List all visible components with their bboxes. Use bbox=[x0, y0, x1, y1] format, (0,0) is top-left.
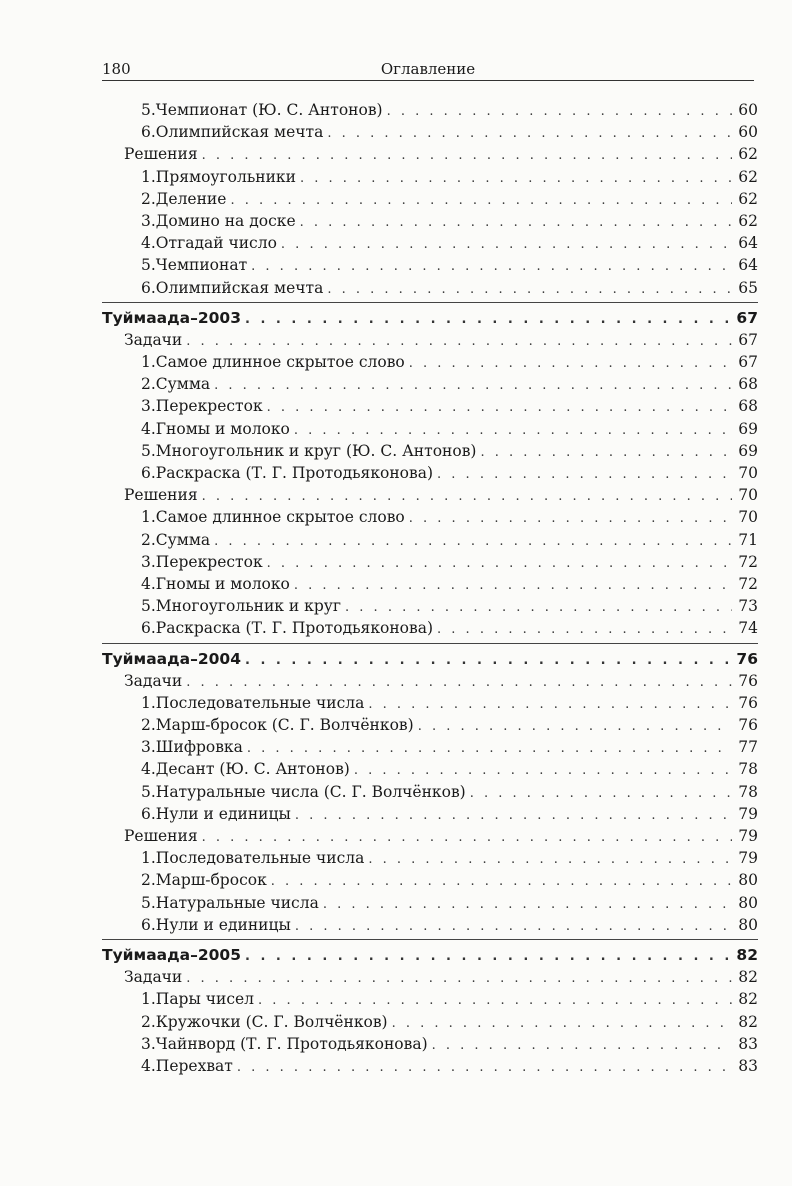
toc-entry-page: 70 bbox=[738, 486, 758, 505]
toc-entry-title: Олимпийская мечта bbox=[155, 123, 324, 142]
dot-leader bbox=[281, 234, 732, 256]
toc-entry[interactable] bbox=[102, 847, 758, 869]
toc-entry-number: 4. bbox=[141, 419, 156, 438]
dot-leader bbox=[237, 1057, 732, 1079]
dot-leader bbox=[230, 190, 732, 212]
toc-entry-title: Многоугольник и круг bbox=[155, 597, 342, 616]
toc-entry[interactable] bbox=[102, 914, 758, 936]
toc-entry-title: Нули и единицы bbox=[155, 915, 291, 934]
toc-entry-title: Десант (Ю. С. Антонов) bbox=[155, 760, 350, 779]
toc-entry[interactable] bbox=[102, 988, 758, 1010]
toc-entry-page: 80 bbox=[738, 893, 758, 912]
toc-entry[interactable] bbox=[102, 440, 758, 462]
toc-entry-number: 5. bbox=[141, 441, 156, 460]
toc-entry-page: 76 bbox=[738, 671, 758, 690]
toc-entry-title: Натуральные числа (С. Г. Волчёнков) bbox=[155, 782, 466, 801]
toc-entry[interactable] bbox=[102, 617, 758, 639]
toc-entry-page: 67 bbox=[738, 330, 758, 349]
toc-entry[interactable] bbox=[102, 351, 758, 373]
toc-entry-title: Задачи bbox=[124, 671, 183, 690]
dot-leader bbox=[214, 375, 732, 397]
dot-leader bbox=[267, 397, 732, 419]
toc-subsection-entry[interactable] bbox=[102, 484, 758, 506]
toc-entry[interactable] bbox=[102, 714, 758, 736]
toc-entry-title: Многоугольник и круг (Ю. С. Антонов) bbox=[155, 441, 477, 460]
toc-entry-page: 80 bbox=[738, 871, 758, 890]
toc-entry[interactable] bbox=[102, 1033, 758, 1055]
toc-entry-number: 1. bbox=[141, 693, 156, 712]
toc-entry-title: Задачи bbox=[124, 330, 183, 349]
dot-leader bbox=[470, 783, 732, 805]
toc-entry-number: 2. bbox=[141, 189, 156, 208]
toc-entry[interactable] bbox=[102, 1011, 758, 1033]
toc-entry[interactable] bbox=[102, 166, 758, 188]
toc-entry-title: Сумма bbox=[155, 375, 211, 394]
dot-leader bbox=[368, 849, 732, 871]
toc-entry-page: 70 bbox=[738, 508, 758, 527]
toc-entry-title: Перекресток bbox=[155, 552, 263, 571]
toc-entry-number: 2. bbox=[141, 716, 156, 735]
toc-entry-title: Туймаада–2003 bbox=[102, 308, 241, 327]
toc-entry[interactable] bbox=[102, 758, 758, 780]
dot-leader bbox=[295, 805, 732, 827]
toc-entry-number: 5. bbox=[141, 893, 156, 912]
running-title: Оглавление bbox=[380, 60, 476, 78]
toc-entry-title: Марш-бросок bbox=[155, 871, 267, 890]
dot-leader bbox=[432, 1035, 732, 1057]
toc-entry-number: 5. bbox=[141, 782, 156, 801]
toc-entry-number: 1. bbox=[141, 167, 156, 186]
toc-entry-page: 64 bbox=[738, 256, 758, 275]
toc-entry-number: 2. bbox=[141, 1012, 156, 1031]
toc-entry-page: 79 bbox=[738, 849, 758, 868]
toc-entry-number: 3. bbox=[141, 1034, 156, 1053]
toc-entry-page: 76 bbox=[738, 693, 758, 712]
toc-entry-number: 3. bbox=[141, 738, 156, 757]
toc-entry-number: 4. bbox=[141, 1056, 156, 1075]
dot-leader bbox=[387, 101, 732, 123]
toc-section-entry[interactable] bbox=[102, 944, 758, 966]
toc-entry-title: Марш-бросок (С. Г. Волчёнков) bbox=[155, 716, 414, 735]
toc-entry-title: Пары чисел bbox=[155, 990, 255, 1009]
toc-entry-page: 78 bbox=[738, 760, 758, 779]
toc-entry-number: 4. bbox=[141, 760, 156, 779]
toc-entry-number: 3. bbox=[141, 552, 156, 571]
toc-entry-title: Чемпионат (Ю. С. Антонов) bbox=[155, 101, 383, 119]
toc-entry[interactable] bbox=[102, 692, 758, 714]
toc-entry-title: Решения bbox=[124, 145, 198, 164]
toc-entry-number: 2. bbox=[141, 871, 156, 890]
dot-leader bbox=[258, 990, 732, 1012]
toc-entry-title: Последовательные числа bbox=[155, 693, 365, 712]
toc-entry-title: Чемпионат bbox=[155, 256, 248, 275]
toc-entry-page: 71 bbox=[738, 530, 758, 549]
toc-subsection-entry[interactable] bbox=[102, 825, 758, 847]
dot-leader bbox=[300, 168, 732, 190]
dot-leader bbox=[247, 738, 732, 760]
toc-entry-title: Отгадай число bbox=[155, 234, 277, 253]
dot-leader bbox=[437, 619, 732, 641]
dot-leader bbox=[480, 442, 732, 464]
toc-entry-title: Прямоугольники bbox=[155, 167, 296, 186]
toc-entry-page: 69 bbox=[738, 441, 758, 460]
toc-entry[interactable] bbox=[102, 869, 758, 891]
toc-entry-number: 6. bbox=[141, 619, 156, 638]
dot-leader bbox=[271, 871, 732, 893]
toc-entry-page: 83 bbox=[738, 1034, 758, 1053]
toc-entry[interactable] bbox=[102, 506, 758, 528]
toc-entry-page: 65 bbox=[738, 278, 758, 297]
toc-entry-title: Последовательные числа bbox=[155, 849, 365, 868]
toc-entry-title: Решения bbox=[124, 486, 198, 505]
toc-entry-title: Олимпийская мечта bbox=[155, 278, 324, 297]
dot-leader bbox=[251, 256, 732, 278]
section-divider bbox=[102, 302, 758, 303]
toc-entry-page: 80 bbox=[738, 915, 758, 934]
toc-entry-page: 76 bbox=[738, 716, 758, 735]
toc-entry-page: 62 bbox=[738, 145, 758, 164]
toc-entry[interactable] bbox=[102, 210, 758, 232]
dot-leader bbox=[186, 331, 732, 353]
toc-subsection-entry[interactable] bbox=[102, 966, 758, 988]
toc-entry-page: 69 bbox=[738, 419, 758, 438]
toc-subsection-entry[interactable] bbox=[102, 670, 758, 692]
toc-entry-title: Раскраска (Т. Г. Протодьяконова) bbox=[155, 619, 434, 638]
toc-entry-number: 6. bbox=[141, 278, 156, 297]
toc-entry-page: 60 bbox=[738, 123, 758, 142]
toc-entry-number: 6. bbox=[141, 123, 156, 142]
dot-leader bbox=[245, 650, 732, 672]
toc-entry-page: 67 bbox=[738, 353, 758, 372]
toc-entry-number: 2. bbox=[141, 375, 156, 394]
toc-entry-page: 82 bbox=[738, 990, 758, 1009]
toc-entry-page: 72 bbox=[738, 552, 758, 571]
toc-entry-number: 1. bbox=[141, 990, 156, 1009]
toc-entry-title: Перехват bbox=[155, 1056, 233, 1075]
toc-entry-number: 4. bbox=[141, 234, 156, 253]
dot-leader bbox=[323, 894, 732, 916]
toc-entry[interactable] bbox=[102, 1055, 758, 1077]
toc-entry[interactable] bbox=[102, 373, 758, 395]
toc-entry-page: 77 bbox=[738, 738, 758, 757]
toc-entry-page: 62 bbox=[738, 211, 758, 230]
toc-entry-page: 68 bbox=[738, 397, 758, 416]
toc-entry-number: 6. bbox=[141, 464, 156, 482]
dot-leader bbox=[368, 694, 732, 716]
dot-leader bbox=[418, 716, 732, 738]
toc-entry-page: 78 bbox=[738, 782, 758, 801]
toc-subsection-entry[interactable] bbox=[102, 329, 758, 351]
toc-entry-page: 62 bbox=[738, 189, 758, 208]
toc-entry-page: 82 bbox=[736, 945, 758, 964]
dot-leader bbox=[437, 464, 732, 486]
dot-leader bbox=[294, 420, 732, 442]
toc-entry-title: Кружочки (С. Г. Волчёнков) bbox=[155, 1012, 388, 1031]
toc-entry-number: 3. bbox=[141, 211, 156, 230]
toc-entry-number: 4. bbox=[141, 574, 156, 593]
toc-entry-number: 1. bbox=[141, 849, 156, 868]
toc-entry[interactable] bbox=[102, 595, 758, 617]
toc-entry-page: 82 bbox=[738, 1012, 758, 1031]
dot-leader bbox=[186, 672, 732, 694]
dot-leader bbox=[245, 309, 732, 331]
dot-leader bbox=[202, 486, 732, 508]
toc-entry-title: Самое длинное скрытое слово bbox=[155, 353, 405, 372]
toc-entry-page: 64 bbox=[738, 234, 758, 253]
toc-entry-page: 60 bbox=[738, 101, 758, 119]
toc-section-entry[interactable] bbox=[102, 648, 758, 670]
toc-entry[interactable] bbox=[102, 529, 758, 551]
toc-entry-number: 5. bbox=[141, 256, 156, 275]
toc-entry-title: Шифровка bbox=[155, 738, 243, 757]
toc-entry-title: Перекресток bbox=[155, 397, 263, 416]
toc-entry-title: Раскраска (Т. Г. Протодьяконова) bbox=[155, 464, 434, 482]
toc-entry[interactable] bbox=[102, 121, 758, 143]
toc-entry-page: 79 bbox=[738, 804, 758, 823]
toc-entry-title: Гномы и молоко bbox=[155, 574, 290, 593]
dot-leader bbox=[409, 508, 732, 530]
dot-leader bbox=[202, 827, 732, 849]
toc-entry-page: 68 bbox=[738, 375, 758, 394]
dot-leader bbox=[345, 597, 732, 619]
toc-entry[interactable] bbox=[102, 462, 758, 484]
section-divider bbox=[102, 939, 758, 940]
page-header bbox=[102, 58, 754, 81]
toc-subsection-entry[interactable] bbox=[102, 143, 758, 165]
toc-entry[interactable] bbox=[102, 254, 758, 276]
toc-entry-title: Самое длинное скрытое слово bbox=[155, 508, 405, 527]
toc-entry-title: Туймаада–2005 bbox=[102, 945, 241, 964]
toc-entry-title: Нули и единицы bbox=[155, 804, 291, 823]
toc-entry-number: 6. bbox=[141, 915, 156, 934]
toc-entry-title: Натуральные числа bbox=[155, 893, 319, 912]
toc-entry[interactable] bbox=[102, 573, 758, 595]
dot-leader bbox=[300, 212, 732, 234]
dot-leader bbox=[327, 279, 732, 301]
toc-entry-title: Туймаада–2004 bbox=[102, 649, 241, 668]
toc-entry-page: 72 bbox=[738, 574, 758, 593]
dot-leader bbox=[327, 123, 732, 145]
toc-entry-title: Решения bbox=[124, 827, 198, 845]
toc-section-entry[interactable] bbox=[102, 307, 758, 329]
dot-leader bbox=[294, 575, 732, 597]
toc-entry-page: 76 bbox=[736, 649, 758, 668]
toc-entry-page: 67 bbox=[736, 308, 758, 327]
toc-entry-page: 62 bbox=[738, 167, 758, 186]
dot-leader bbox=[409, 353, 732, 375]
dot-leader bbox=[392, 1013, 732, 1035]
toc-entry[interactable] bbox=[102, 232, 758, 254]
toc-entry[interactable] bbox=[102, 188, 758, 210]
toc-entry[interactable] bbox=[102, 277, 758, 299]
toc-entry-title: Сумма bbox=[155, 530, 211, 549]
toc-entry-page: 82 bbox=[738, 968, 758, 987]
toc-entry[interactable] bbox=[102, 551, 758, 573]
dot-leader bbox=[267, 553, 732, 575]
toc-entry-title: Задачи bbox=[124, 968, 183, 987]
toc-entry-page: 79 bbox=[738, 827, 758, 845]
dot-leader bbox=[186, 968, 732, 990]
toc-entry-number: 3. bbox=[141, 397, 156, 416]
toc-entry-number: 6. bbox=[141, 804, 156, 823]
toc-entry-number: 1. bbox=[141, 353, 156, 372]
toc-entry[interactable] bbox=[102, 736, 758, 758]
toc-entry[interactable] bbox=[102, 395, 758, 417]
toc-entry-title: Чайнворд (Т. Г. Протодьяконова) bbox=[155, 1034, 428, 1053]
toc-entry[interactable] bbox=[102, 781, 758, 803]
page-number: 180 bbox=[102, 60, 131, 78]
toc-entry[interactable] bbox=[102, 892, 758, 914]
toc-entry[interactable] bbox=[102, 803, 758, 825]
dot-leader bbox=[245, 946, 732, 968]
toc-entry[interactable] bbox=[102, 99, 758, 121]
toc-entry-number: 1. bbox=[141, 508, 156, 527]
toc-entry-number: 5. bbox=[141, 101, 156, 119]
toc-entry-page: 74 bbox=[738, 619, 758, 638]
dot-leader bbox=[202, 145, 732, 167]
toc-entry-number: 2. bbox=[141, 530, 156, 549]
dot-leader bbox=[295, 916, 732, 938]
toc-entry-page: 83 bbox=[738, 1056, 758, 1075]
toc-entry-page: 70 bbox=[738, 464, 758, 482]
toc-entry-number: 5. bbox=[141, 597, 156, 616]
toc-entry-title: Домино на доске bbox=[155, 211, 296, 230]
toc-entry-page: 73 bbox=[738, 597, 758, 616]
dot-leader bbox=[214, 531, 732, 553]
section-divider bbox=[102, 643, 758, 644]
toc-entry-title: Деление bbox=[155, 189, 227, 208]
toc-entry[interactable] bbox=[102, 418, 758, 440]
toc-entry-title: Гномы и молоко bbox=[155, 419, 290, 438]
table-of-contents bbox=[102, 99, 758, 1077]
dot-leader bbox=[354, 760, 732, 782]
